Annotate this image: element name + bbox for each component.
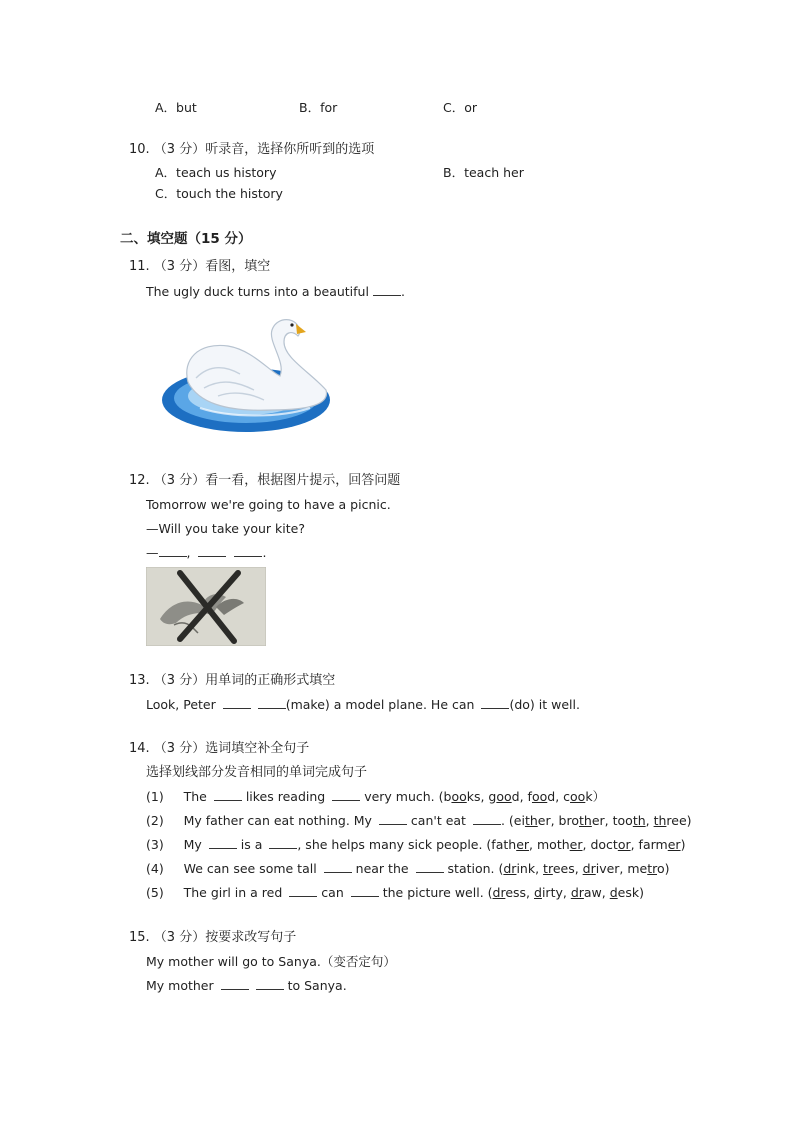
q10-title: 10. （3 分）听录音，选择你所听到的选项 bbox=[129, 142, 375, 157]
q14-item-1 bbox=[146, 789, 605, 805]
q14-underlined: dr bbox=[492, 885, 506, 900]
q13-part3: (do) it well. bbox=[509, 697, 580, 712]
q14-item-text-c: very much. (b bbox=[364, 789, 452, 804]
q14-item-text-c: . (ei bbox=[500, 813, 525, 828]
q14-item-text-a: The bbox=[183, 789, 207, 804]
kite-crossed-image bbox=[146, 567, 266, 646]
q12-line1: Tomorrow we're going to have a picnic. bbox=[146, 497, 391, 512]
q14-underlined: er bbox=[569, 837, 583, 852]
q14-item-text-b: likes reading bbox=[245, 789, 326, 804]
q11-sentence bbox=[146, 284, 405, 300]
q14-word-rest: d, f bbox=[511, 789, 532, 804]
q14-underlined: d bbox=[609, 885, 618, 900]
q14-underlined: tr bbox=[543, 861, 553, 876]
q14-word-rest: ess, bbox=[505, 885, 535, 900]
q14-word-rest: ees, bbox=[552, 861, 583, 876]
q10-option-b: B．teach her bbox=[443, 165, 524, 180]
q14-underlined: or bbox=[617, 837, 631, 852]
q14-blank[interactable] bbox=[473, 813, 501, 825]
q14-item-num: (5) bbox=[146, 885, 164, 900]
q14-underlined: oo bbox=[531, 789, 548, 804]
q15-blank-2[interactable] bbox=[256, 978, 284, 990]
q15-line2-b: to Sanya. bbox=[287, 978, 347, 993]
q14-item-num: (4) bbox=[146, 861, 164, 876]
q9-option-b: B．for bbox=[299, 100, 338, 115]
q14-underlined: oo bbox=[451, 789, 467, 804]
q14-item-text-a: My father can eat nothing. My bbox=[183, 813, 372, 828]
q14-item-text-c: station. ( bbox=[447, 861, 504, 876]
q14-underlined: er bbox=[516, 837, 530, 852]
q14-blank[interactable] bbox=[351, 885, 379, 897]
q13-blank-2[interactable] bbox=[258, 697, 286, 709]
q14-item-2 bbox=[146, 813, 692, 829]
q12-line2: —Will you take your kite? bbox=[146, 521, 305, 536]
q14-word-rest: o) bbox=[657, 861, 670, 876]
q14-word-rest: k） bbox=[585, 789, 606, 804]
q14-blank[interactable] bbox=[416, 861, 444, 873]
q14-blank[interactable] bbox=[209, 837, 237, 849]
q11-title: 11. （3 分）看图，填空 bbox=[129, 259, 271, 274]
q14-underlined: er bbox=[667, 837, 681, 852]
q13-blank-3[interactable] bbox=[481, 697, 509, 709]
q14-word-rest: , moth bbox=[529, 837, 570, 852]
q14-item-text-b: can't eat bbox=[410, 813, 466, 828]
q15-line2-a: My mother bbox=[146, 978, 214, 993]
q14-item-4 bbox=[146, 861, 670, 877]
q14-word-rest: ink, bbox=[516, 861, 544, 876]
q14-word-rest: d, c bbox=[547, 789, 571, 804]
q12-answer-line bbox=[146, 545, 266, 561]
q11-period: . bbox=[400, 284, 405, 299]
q13-sentence bbox=[146, 697, 580, 713]
q14-blank[interactable] bbox=[289, 885, 317, 897]
q14-title: 14. （3 分）选词填空补全句子 bbox=[129, 741, 310, 756]
q12-title: 12. （3 分）看一看，根据图片提示，回答问题 bbox=[129, 473, 401, 488]
q12-blank-1[interactable] bbox=[159, 545, 187, 557]
q14-word-rest: irty, bbox=[541, 885, 571, 900]
q14-underlined: oo bbox=[496, 789, 512, 804]
q9-option-c: C．or bbox=[443, 100, 478, 115]
swan-image bbox=[160, 312, 332, 436]
q14-item-text-b: can bbox=[321, 885, 344, 900]
q14-word-rest: er, too bbox=[591, 813, 633, 828]
q14-word-rest: , farm bbox=[630, 837, 668, 852]
q15-line2 bbox=[146, 978, 347, 994]
q14-blank[interactable] bbox=[332, 789, 360, 801]
q12-dash: — bbox=[146, 545, 159, 560]
q13-part1: Look, Peter bbox=[146, 697, 216, 712]
q14-item-num: (2) bbox=[146, 813, 164, 828]
q14-item-3 bbox=[146, 837, 685, 853]
q14-underlined: th bbox=[632, 813, 646, 828]
q11-sentence-text: The ugly duck turns into a beautiful bbox=[146, 284, 369, 299]
q14-item-text-a: My bbox=[183, 837, 202, 852]
q12-comma: , bbox=[186, 545, 191, 560]
q14-word-rest: aw, bbox=[583, 885, 610, 900]
q10-option-a: A．teach us history bbox=[155, 165, 277, 180]
q9-option-a: A．but bbox=[155, 100, 197, 115]
q14-word-rest: esk) bbox=[617, 885, 644, 900]
q14-item-text-a: The girl in a red bbox=[183, 885, 283, 900]
q14-item-num: (3) bbox=[146, 837, 164, 852]
q14-blank[interactable] bbox=[214, 789, 242, 801]
q15-line1: My mother will go to Sanya.（变否定句） bbox=[146, 954, 396, 969]
q14-underlined: th bbox=[579, 813, 592, 828]
q12-blank-2[interactable] bbox=[198, 545, 226, 557]
q14-word-rest: iver, me bbox=[595, 861, 648, 876]
q14-blank[interactable] bbox=[269, 837, 297, 849]
q14-subtitle: 选择划线部分发音相同的单词完成句子 bbox=[146, 765, 368, 780]
q14-word-rest: , bbox=[645, 813, 654, 828]
q14-underlined: tr bbox=[647, 861, 658, 876]
q15-blank-1[interactable] bbox=[221, 978, 249, 990]
q14-word-rest: ks, g bbox=[466, 789, 497, 804]
q11-blank[interactable] bbox=[373, 284, 401, 296]
q14-item-text-c: , she helps many sick people. (fath bbox=[297, 837, 517, 852]
q14-word-rest: ) bbox=[680, 837, 686, 852]
q13-part2: (make) a model plane. He can bbox=[285, 697, 475, 712]
q14-underlined: dr bbox=[582, 861, 596, 876]
q14-word-rest: er, bro bbox=[537, 813, 579, 828]
q14-item-text-a: We can see some tall bbox=[183, 861, 317, 876]
q14-underlined: dr bbox=[503, 861, 517, 876]
q14-underlined: d bbox=[534, 885, 542, 900]
q14-word-rest: , doct bbox=[582, 837, 618, 852]
section-title: 二、填空题（15 分） bbox=[120, 231, 252, 247]
q14-blank[interactable] bbox=[379, 813, 407, 825]
q14-item-text-b: near the bbox=[355, 861, 409, 876]
q14-blank[interactable] bbox=[324, 861, 352, 873]
q14-item-5 bbox=[146, 885, 644, 901]
q14-item-num: (1) bbox=[146, 789, 164, 804]
q13-title: 13. （3 分）用单词的正确形式填空 bbox=[129, 673, 336, 688]
q14-underlined: dr bbox=[570, 885, 584, 900]
q12-period: . bbox=[262, 545, 267, 560]
q10-option-c: C．touch the history bbox=[155, 186, 283, 201]
q14-word-rest: ree) bbox=[666, 813, 692, 828]
q13-blank-1[interactable] bbox=[223, 697, 251, 709]
q14-item-text-b: is a bbox=[240, 837, 263, 852]
q14-underlined: oo bbox=[570, 789, 586, 804]
q12-blank-3[interactable] bbox=[234, 545, 262, 557]
q15-title: 15. （3 分）按要求改写句子 bbox=[129, 930, 297, 945]
q14-item-text-c: the picture well. ( bbox=[382, 885, 493, 900]
q14-underlined: th bbox=[653, 813, 667, 828]
q14-underlined: th bbox=[524, 813, 538, 828]
